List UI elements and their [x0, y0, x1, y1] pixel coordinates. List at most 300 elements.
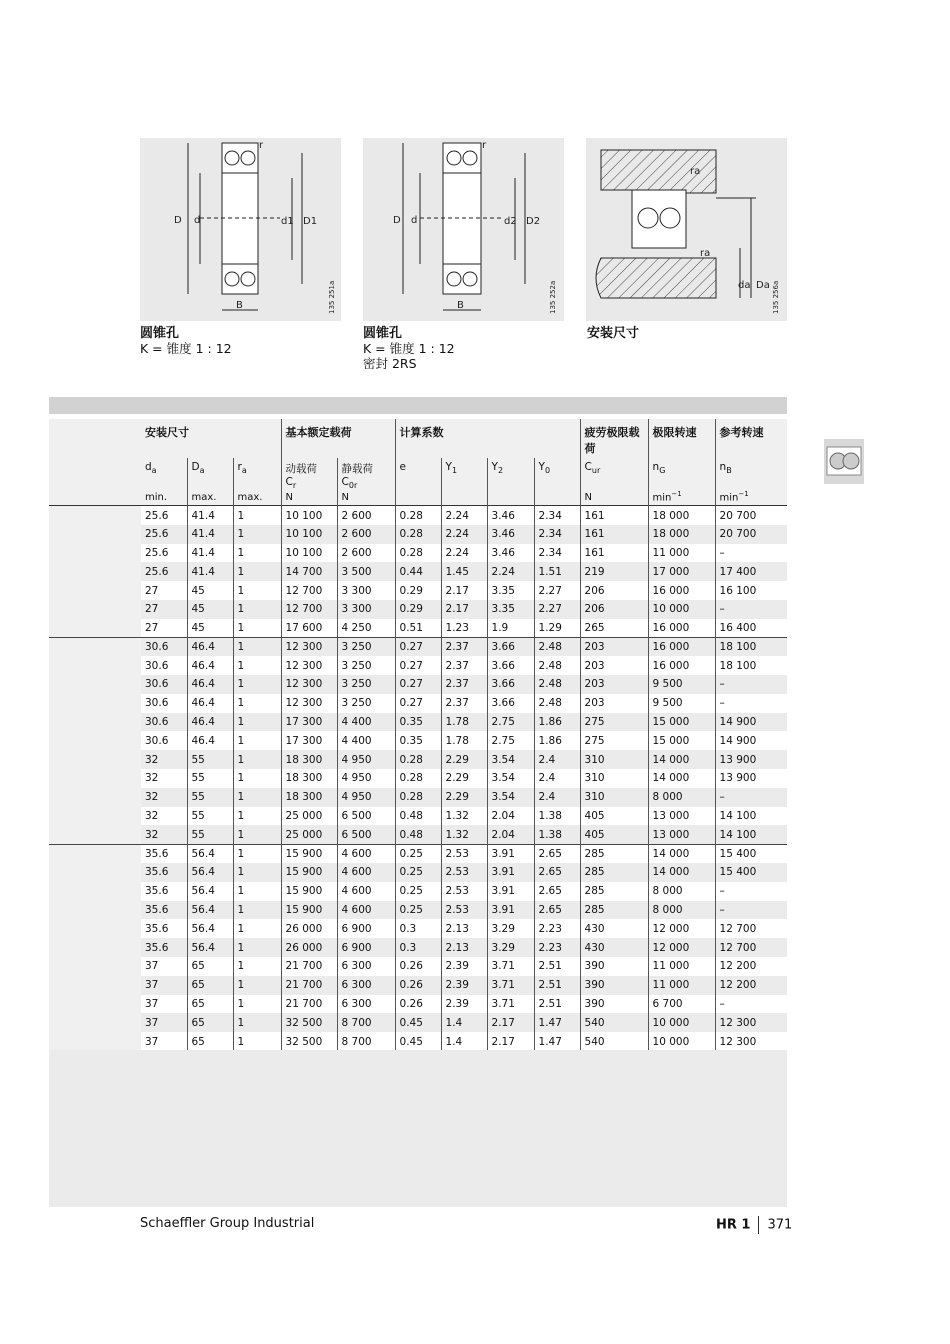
table-cell: 2.24 — [441, 525, 487, 544]
table-cell: 3.29 — [487, 938, 534, 957]
table-cell: – — [715, 600, 787, 619]
unit-C0r: N — [337, 490, 395, 506]
table-cell: 10 100 — [281, 544, 337, 563]
table-cell: 1.32 — [441, 825, 487, 844]
table-row — [49, 995, 787, 1014]
table-cell: 3.35 — [487, 581, 534, 600]
table-cell: 11 000 — [648, 976, 715, 995]
table-cell: 16 000 — [648, 656, 715, 675]
label-B: B — [457, 300, 464, 311]
table-cell: 2.17 — [487, 1013, 534, 1032]
group-load-rating: 基本额定载荷 — [281, 419, 395, 458]
group-ref-speed: 参考转速 — [715, 419, 787, 458]
table-cell: 6 900 — [337, 919, 395, 938]
table-cell: 14 000 — [648, 863, 715, 882]
table-cell: 0.25 — [395, 901, 441, 920]
bearing-thumbnail-icon — [824, 439, 864, 484]
table-row — [49, 844, 787, 863]
table-cell: 1 — [233, 694, 281, 713]
table-cell: – — [715, 788, 787, 807]
table-cell: 1 — [233, 750, 281, 769]
table-cell: 4 250 — [337, 619, 395, 638]
unit-Da: max. — [187, 490, 233, 506]
table-cell: 0.27 — [395, 694, 441, 713]
col-Y0: $Y_0$ — [534, 458, 580, 490]
group-fatigue: 疲劳极限载荷 — [580, 419, 648, 458]
table-cell: 15 400 — [715, 844, 787, 863]
col-Da: $D_a$ — [187, 458, 233, 490]
table-cell: 10 000 — [648, 1013, 715, 1032]
table-cell: 16 400 — [715, 619, 787, 638]
table-cell: 0.25 — [395, 863, 441, 882]
table-cell: 0.3 — [395, 919, 441, 938]
table-cell: 3.66 — [487, 656, 534, 675]
table-cell: 25.6 — [141, 506, 187, 525]
table-cell: 4 950 — [337, 769, 395, 788]
table-row — [49, 919, 787, 938]
footer-page-info — [716, 1216, 792, 1234]
mounting-dimensions-drawing — [586, 138, 787, 321]
table-cell: 46.4 — [187, 694, 233, 713]
table-cell: 0.35 — [395, 713, 441, 732]
table-cell: 1 — [233, 995, 281, 1014]
table-cell: 46.4 — [187, 675, 233, 694]
table-cell: 15 000 — [648, 713, 715, 732]
table-cell: 32 500 — [281, 1032, 337, 1051]
table-cell: 56.4 — [187, 938, 233, 957]
label-D1: D1 — [303, 216, 318, 227]
table-row — [49, 882, 787, 901]
table-cell: 4 400 — [337, 731, 395, 750]
table-cell: 26 000 — [281, 919, 337, 938]
table-cell: 6 500 — [337, 825, 395, 844]
table-cell: 2.65 — [534, 863, 580, 882]
table-cell: 10 000 — [648, 600, 715, 619]
table-cell: 3 250 — [337, 675, 395, 694]
table-cell: 0.28 — [395, 544, 441, 563]
table-cell: 3.91 — [487, 882, 534, 901]
table-cell: 2.29 — [441, 750, 487, 769]
table-row — [49, 769, 787, 788]
table-row — [49, 506, 787, 525]
caption-title: 安装尺寸 — [587, 326, 640, 341]
table-row — [49, 938, 787, 957]
table-cell: 1.86 — [534, 713, 580, 732]
table-cell: 27 — [141, 619, 187, 638]
table-cell: 56.4 — [187, 844, 233, 863]
table-cell: 12 700 — [715, 919, 787, 938]
table-cell: 14 700 — [281, 562, 337, 581]
table-cell: 3 300 — [337, 600, 395, 619]
table-cell: 2.24 — [487, 562, 534, 581]
table-cell: 2.29 — [441, 788, 487, 807]
label-ra: ra — [690, 166, 701, 177]
table-cell: 13 900 — [715, 750, 787, 769]
group-mounting: 安装尺寸 — [141, 419, 281, 458]
table-cell: 1.78 — [441, 713, 487, 732]
table-cell: 12 000 — [648, 938, 715, 957]
table-cell: 430 — [580, 938, 648, 957]
table-cell: 0.25 — [395, 844, 441, 863]
caption-line: K = 锥度 1 : 12 — [363, 341, 455, 356]
table-cell: 65 — [187, 1013, 233, 1032]
table-row — [49, 825, 787, 844]
table-cell: 1 — [233, 825, 281, 844]
table-cell: 285 — [580, 901, 648, 920]
caption-title: 圆锥孔 — [363, 326, 403, 341]
table-cell: 0.3 — [395, 938, 441, 957]
table-cell: 12 000 — [648, 919, 715, 938]
table-cell: 27 — [141, 581, 187, 600]
table-cell: 12 300 — [281, 638, 337, 657]
table-cell: 2.65 — [534, 901, 580, 920]
unit-nB: $\min^{-1}$ — [715, 490, 787, 506]
table-cell: 13 000 — [648, 807, 715, 826]
table-cell: – — [715, 694, 787, 713]
table-cell: 3.91 — [487, 844, 534, 863]
table-cell: 1 — [233, 544, 281, 563]
table-cell: 35.6 — [141, 901, 187, 920]
table-cell: 45 — [187, 600, 233, 619]
table-cell: 0.35 — [395, 731, 441, 750]
table-cell: 20 700 — [715, 506, 787, 525]
table-cell: 2.4 — [534, 769, 580, 788]
table-cell: – — [715, 882, 787, 901]
table-cell: 15 900 — [281, 882, 337, 901]
table-cell: 1 — [233, 901, 281, 920]
table-row — [49, 656, 787, 675]
table-cell: 18 300 — [281, 769, 337, 788]
table-cell: 2.27 — [534, 600, 580, 619]
table-cell: 21 700 — [281, 995, 337, 1014]
table-cell: 32 — [141, 769, 187, 788]
table-row — [49, 562, 787, 581]
table-cell: 4 600 — [337, 844, 395, 863]
table-cell: 2.23 — [534, 938, 580, 957]
table-cell: 3.46 — [487, 506, 534, 525]
table-cell: 2.51 — [534, 957, 580, 976]
col-nG: $n_G$ — [648, 458, 715, 490]
table-cell: – — [715, 675, 787, 694]
table-cell: 1 — [233, 638, 281, 657]
table-cell: 540 — [580, 1013, 648, 1032]
table-cell: 65 — [187, 995, 233, 1014]
figure-3-caption — [587, 326, 639, 341]
figure-ref: 135 256a — [772, 280, 780, 314]
table-cell: 405 — [580, 825, 648, 844]
table-cell: 1 — [233, 976, 281, 995]
table-cell: 0.27 — [395, 638, 441, 657]
table-cell: 45 — [187, 581, 233, 600]
col-ra: $r_a$ — [233, 458, 281, 490]
table-cell: 2.29 — [441, 769, 487, 788]
table-cell: 2.48 — [534, 656, 580, 675]
table-cell: 2.53 — [441, 844, 487, 863]
table-row — [49, 675, 787, 694]
table-cell: 15 900 — [281, 863, 337, 882]
table-cell: 45 — [187, 619, 233, 638]
table-cell: 405 — [580, 807, 648, 826]
table-cell: 14 000 — [648, 750, 715, 769]
table-cell: 3.54 — [487, 769, 534, 788]
table-cell: 8 000 — [648, 788, 715, 807]
table-cell: 161 — [580, 544, 648, 563]
table-cell: 6 300 — [337, 976, 395, 995]
table-cell: 55 — [187, 750, 233, 769]
table-cell: 18 300 — [281, 750, 337, 769]
table-cell: 21 700 — [281, 976, 337, 995]
group-limit-speed: 极限转速 — [648, 419, 715, 458]
table-cell: 1 — [233, 619, 281, 638]
label-r: r — [259, 140, 264, 151]
table-cell: 0.25 — [395, 882, 441, 901]
table-cell: 4 400 — [337, 713, 395, 732]
table-cell: 0.27 — [395, 675, 441, 694]
table-cell: 18 300 — [281, 788, 337, 807]
table-row — [49, 581, 787, 600]
label-B: B — [236, 300, 243, 311]
col-e: e — [395, 458, 441, 490]
table-cell: 2.37 — [441, 694, 487, 713]
table-cell: 56.4 — [187, 919, 233, 938]
table-cell: 25.6 — [141, 525, 187, 544]
table-cell: 14 100 — [715, 825, 787, 844]
table-cell: 30.6 — [141, 731, 187, 750]
table-cell: 13 000 — [648, 825, 715, 844]
table-cell: 4 950 — [337, 788, 395, 807]
table-cell: 2.24 — [441, 544, 487, 563]
table-cell: 2.4 — [534, 750, 580, 769]
label-da: da — [738, 280, 751, 291]
table-empty-area — [49, 1050, 787, 1207]
table-cell: 8 700 — [337, 1013, 395, 1032]
footer-divider — [758, 1216, 759, 1234]
table-cell: 32 — [141, 825, 187, 844]
table-cell: 56.4 — [187, 882, 233, 901]
table-cell: 3.71 — [487, 995, 534, 1014]
table-row — [49, 525, 787, 544]
table-cell: 0.27 — [395, 656, 441, 675]
table-cell: – — [715, 995, 787, 1014]
table-row — [49, 1013, 787, 1032]
table-cell: 2.39 — [441, 976, 487, 995]
figure-ref: 135 252a — [549, 280, 557, 314]
table-cell: 1 — [233, 600, 281, 619]
table-cell: 46.4 — [187, 713, 233, 732]
table-cell: 2.17 — [487, 1032, 534, 1051]
table-cell: 2.4 — [534, 788, 580, 807]
table-cell: 2.17 — [441, 581, 487, 600]
table-cell: 65 — [187, 976, 233, 995]
table-cell: 2 600 — [337, 506, 395, 525]
table-cell: 1.38 — [534, 825, 580, 844]
table-cell: 219 — [580, 562, 648, 581]
table-cell: 15 400 — [715, 863, 787, 882]
table-cell: 18 100 — [715, 656, 787, 675]
group-factors: 计算系数 — [395, 419, 580, 458]
table-row — [49, 976, 787, 995]
table-cell: 35.6 — [141, 882, 187, 901]
table-cell: 3.91 — [487, 863, 534, 882]
table-cell: 310 — [580, 788, 648, 807]
table-cell: 390 — [580, 976, 648, 995]
table-cell: 3.71 — [487, 976, 534, 995]
table-cell: 0.45 — [395, 1013, 441, 1032]
table-row — [49, 638, 787, 657]
table-cell: 56.4 — [187, 901, 233, 920]
table-cell: 2.04 — [487, 807, 534, 826]
table-cell: 11 000 — [648, 957, 715, 976]
table-cell: 1.45 — [441, 562, 487, 581]
table-row — [49, 731, 787, 750]
table-row — [49, 788, 787, 807]
page-number: 371 — [767, 1217, 793, 1233]
table-cell: 0.26 — [395, 976, 441, 995]
table-cell: 14 100 — [715, 807, 787, 826]
table-cell: 1.86 — [534, 731, 580, 750]
unit-Cur: N — [580, 490, 648, 506]
table-cell: 1 — [233, 844, 281, 863]
table-cell: 27 — [141, 600, 187, 619]
table-row — [49, 750, 787, 769]
table-cell: 30.6 — [141, 638, 187, 657]
table-cell: 25 000 — [281, 807, 337, 826]
table-cell: 3.46 — [487, 525, 534, 544]
table-cell: 0.48 — [395, 807, 441, 826]
table-cell: 1.78 — [441, 731, 487, 750]
table-cell: 4 600 — [337, 863, 395, 882]
table-cell: 8 000 — [648, 901, 715, 920]
table-cell: 1.29 — [534, 619, 580, 638]
table-cell: 2.23 — [534, 919, 580, 938]
table-cell: 46.4 — [187, 656, 233, 675]
table-cell: 3 250 — [337, 656, 395, 675]
table-cell: 30.6 — [141, 713, 187, 732]
table-cell: 390 — [580, 957, 648, 976]
table-cell: 18 100 — [715, 638, 787, 657]
table-cell: 2.53 — [441, 882, 487, 901]
table-cell: 2.51 — [534, 976, 580, 995]
table-cell: 37 — [141, 957, 187, 976]
footer-company: Schaeffler Group Industrial — [140, 1216, 315, 1231]
table-cell: 15 900 — [281, 901, 337, 920]
table-cell: 0.29 — [395, 600, 441, 619]
table-cell: 16 000 — [648, 619, 715, 638]
table-cell: 2.34 — [534, 506, 580, 525]
table-row — [49, 807, 787, 826]
table-cell: 2.34 — [534, 544, 580, 563]
table-cell: 0.28 — [395, 769, 441, 788]
table-cell: 1.51 — [534, 562, 580, 581]
table-cell: 65 — [187, 957, 233, 976]
col-nB: $n_B$ — [715, 458, 787, 490]
label-ra-2: ra — [700, 248, 711, 259]
table-cell: 2.65 — [534, 844, 580, 863]
table-cell: 2.27 — [534, 581, 580, 600]
table-cell: 3.35 — [487, 600, 534, 619]
table-cell: 2.65 — [534, 882, 580, 901]
label-D2: D2 — [526, 216, 541, 227]
table-cell: 20 700 — [715, 525, 787, 544]
table-cell: 10 000 — [648, 1032, 715, 1051]
label-D: D — [174, 215, 182, 226]
label-r: r — [482, 140, 487, 151]
table-row — [49, 544, 787, 563]
table-row — [49, 619, 787, 638]
table-cell: 3.71 — [487, 957, 534, 976]
table-cell: 12 300 — [715, 1032, 787, 1051]
table-cell: 14 000 — [648, 769, 715, 788]
table-cell: 1 — [233, 1013, 281, 1032]
col-Cur: $C_{ur}$ — [580, 458, 648, 490]
table-cell: 2.13 — [441, 938, 487, 957]
table-cell: 3.91 — [487, 901, 534, 920]
figure-2-caption — [363, 326, 455, 371]
table-cell: 2.48 — [534, 694, 580, 713]
table-cell: 55 — [187, 807, 233, 826]
table-cell: 310 — [580, 750, 648, 769]
table-cell: 16 100 — [715, 581, 787, 600]
table-cell: 12 700 — [281, 581, 337, 600]
table-cell: 35.6 — [141, 938, 187, 957]
table-row — [49, 694, 787, 713]
table-cell: 14 900 — [715, 713, 787, 732]
unit-nG: $\min^{-1}$ — [648, 490, 715, 506]
caption-line: 密封 2RS — [363, 356, 417, 371]
table-cell: 0.26 — [395, 995, 441, 1014]
table-cell: 25.6 — [141, 562, 187, 581]
caption-title: 圆锥孔 — [140, 326, 180, 341]
table-cell: 26 000 — [281, 938, 337, 957]
table-cell: 265 — [580, 619, 648, 638]
table-cell: 1 — [233, 769, 281, 788]
table-cell: 37 — [141, 976, 187, 995]
table-cell: 55 — [187, 788, 233, 807]
table-cell: 12 700 — [715, 938, 787, 957]
table-cell: 10 100 — [281, 525, 337, 544]
table-cell: 1 — [233, 863, 281, 882]
table-cell: 16 000 — [648, 581, 715, 600]
table-cell: 1.23 — [441, 619, 487, 638]
table-cell: 206 — [580, 581, 648, 600]
table-row — [49, 863, 787, 882]
table-cell: 6 900 — [337, 938, 395, 957]
table-cell: 12 300 — [715, 1013, 787, 1032]
table-cell: 2.53 — [441, 901, 487, 920]
col-Cr: 动载荷 $C_r$ — [281, 458, 337, 490]
table-cell: 1 — [233, 675, 281, 694]
table-cell: 161 — [580, 525, 648, 544]
table-cell: 1 — [233, 919, 281, 938]
table-cell: 0.28 — [395, 788, 441, 807]
table-cell: 0.26 — [395, 957, 441, 976]
table-cell: 0.44 — [395, 562, 441, 581]
table-cell: 2 600 — [337, 525, 395, 544]
table-cell: 203 — [580, 656, 648, 675]
table-cell: 8 700 — [337, 1032, 395, 1051]
label-D: D — [393, 215, 401, 226]
table-cell: 3 500 — [337, 562, 395, 581]
table-cell: 203 — [580, 638, 648, 657]
table-cell: 12 200 — [715, 976, 787, 995]
table-cell: 17 400 — [715, 562, 787, 581]
table-cell: 2.37 — [441, 675, 487, 694]
table-cell: 6 500 — [337, 807, 395, 826]
table-cell: 2.75 — [487, 731, 534, 750]
table-cell: 17 600 — [281, 619, 337, 638]
table-cell: 3 250 — [337, 638, 395, 657]
table-cell: 15 900 — [281, 844, 337, 863]
